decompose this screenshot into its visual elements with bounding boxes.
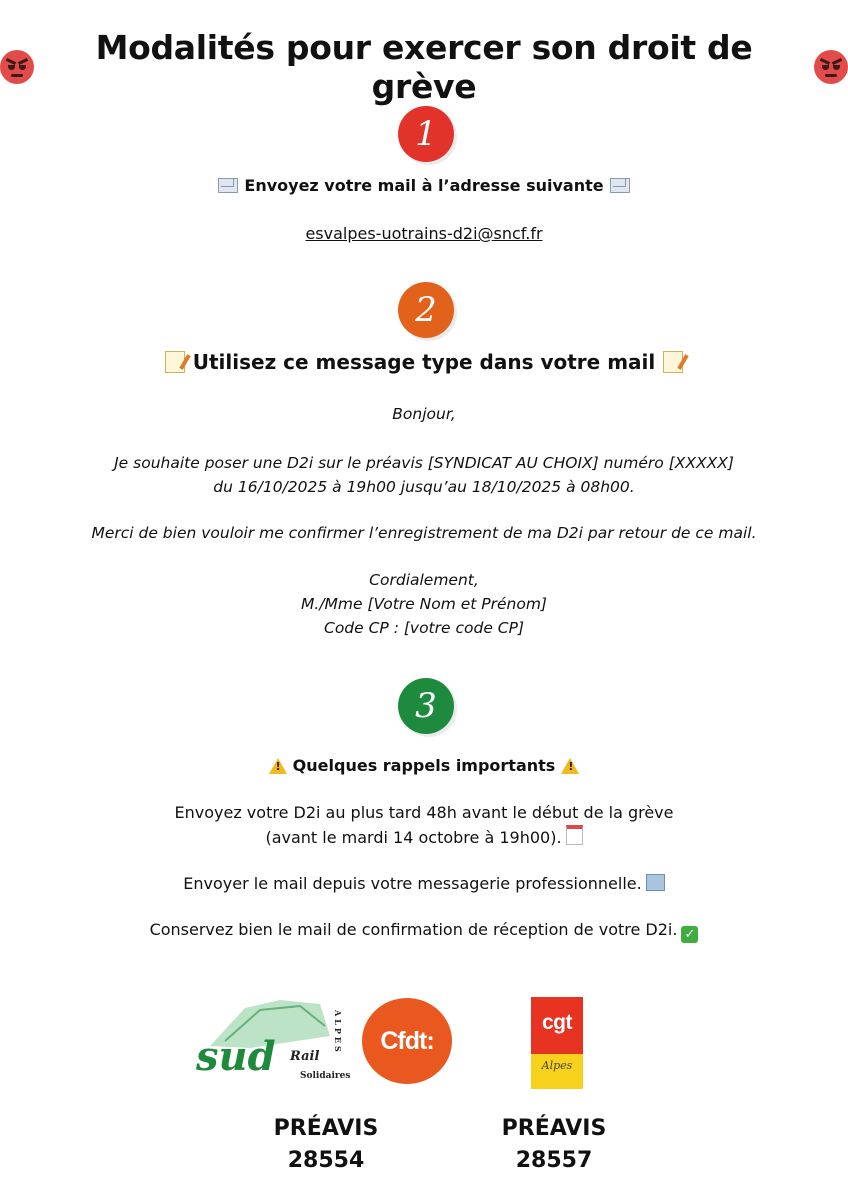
step-1-heading xyxy=(0,176,848,195)
preavis-number: 28554 xyxy=(287,1148,365,1173)
step-3-badge xyxy=(398,678,454,734)
step-3-heading-text: Quelques rappels importants xyxy=(292,756,556,775)
angry-face-icon xyxy=(814,50,848,84)
reminder-1-line-2-text: (avant le mardi 14 octobre à 19h00). xyxy=(265,828,562,847)
cfdt-logo-text: Cfdt: xyxy=(380,1026,434,1055)
page-title xyxy=(0,28,848,106)
step-2-badge xyxy=(398,282,454,338)
cgt-logo-alpes: Alpes xyxy=(541,1059,573,1072)
message-line-1: Je souhaite poser une D2i sur le préavis [SYNDICAT AU CHOIX] numéro [XXXXX] xyxy=(114,454,734,472)
cgt-logo xyxy=(531,997,583,1089)
reminder-3-text: Conservez bien le mail de confirmation de réception de votre D2i. xyxy=(149,920,678,939)
message-greeting: Bonjour, xyxy=(392,405,456,423)
sud-logo-text: sud xyxy=(196,1033,276,1080)
step-1-number: 1 xyxy=(415,114,437,154)
step-3-number: 3 xyxy=(415,686,437,726)
message-closing: Cordialement, xyxy=(369,571,479,589)
page-title-text: Modalités pour exercer son droit de grève xyxy=(95,28,753,106)
outbox-tray-icon xyxy=(646,874,665,891)
envelope-icon xyxy=(610,178,630,193)
preavis-number: 28557 xyxy=(515,1148,593,1173)
email-address-link[interactable]: esvalpes-uotrains-d2i@sncf.fr xyxy=(305,224,543,243)
calendar-icon xyxy=(566,825,583,845)
memo-icon xyxy=(165,351,185,373)
warning-icon xyxy=(561,758,579,774)
reminder-1-line-2 xyxy=(0,825,848,850)
message-line-2: du 16/10/2025 à 19h00 jusqu’au 18/10/2025 à 08h00. xyxy=(213,478,635,496)
sud-logo-rail: Rail xyxy=(290,1049,320,1064)
preavis-cgt xyxy=(474,1113,634,1177)
reminder-2 xyxy=(0,871,848,896)
preavis-label: PRÉAVIS xyxy=(273,1116,379,1141)
reminder-3 xyxy=(0,917,848,943)
preavis-label: PRÉAVIS xyxy=(501,1116,607,1141)
warning-icon xyxy=(269,758,287,774)
sud-logo-solidaires: Solidaires xyxy=(300,1071,350,1081)
sud-rail-logo xyxy=(190,996,350,1086)
preavis-sud-cfdt xyxy=(246,1113,406,1177)
cgt-logo-text: cgt xyxy=(542,1011,572,1034)
memo-icon xyxy=(663,351,683,373)
cfdt-logo xyxy=(362,998,452,1084)
step-2-heading xyxy=(0,350,848,374)
step-2-heading-text: Utilisez ce message type dans votre mail xyxy=(192,350,656,374)
reminder-1-line-1: Envoyez votre D2i au plus tard 48h avant le début de la grève xyxy=(174,803,674,822)
step-1-badge xyxy=(398,106,454,162)
step-3-heading xyxy=(0,756,848,775)
sud-logo-alpes: ALPES xyxy=(333,1010,343,1055)
reminder-2-text: Envoyer le mail depuis votre messagerie professionnelle. xyxy=(183,874,642,893)
message-code: Code CP : [votre code CP] xyxy=(324,619,524,637)
check-mark-icon: ✓ xyxy=(681,926,698,943)
envelope-icon xyxy=(218,178,238,193)
message-name: M./Mme [Votre Nom et Prénom] xyxy=(301,595,547,613)
angry-face-icon xyxy=(0,50,34,84)
step-1-heading-text: Envoyez votre mail à l’adresse suivante xyxy=(244,176,604,195)
step-2-number: 2 xyxy=(415,290,437,330)
message-line-3: Merci de bien vouloir me confirmer l’enregistrement de ma D2i par retour de ce mail. xyxy=(91,524,757,542)
